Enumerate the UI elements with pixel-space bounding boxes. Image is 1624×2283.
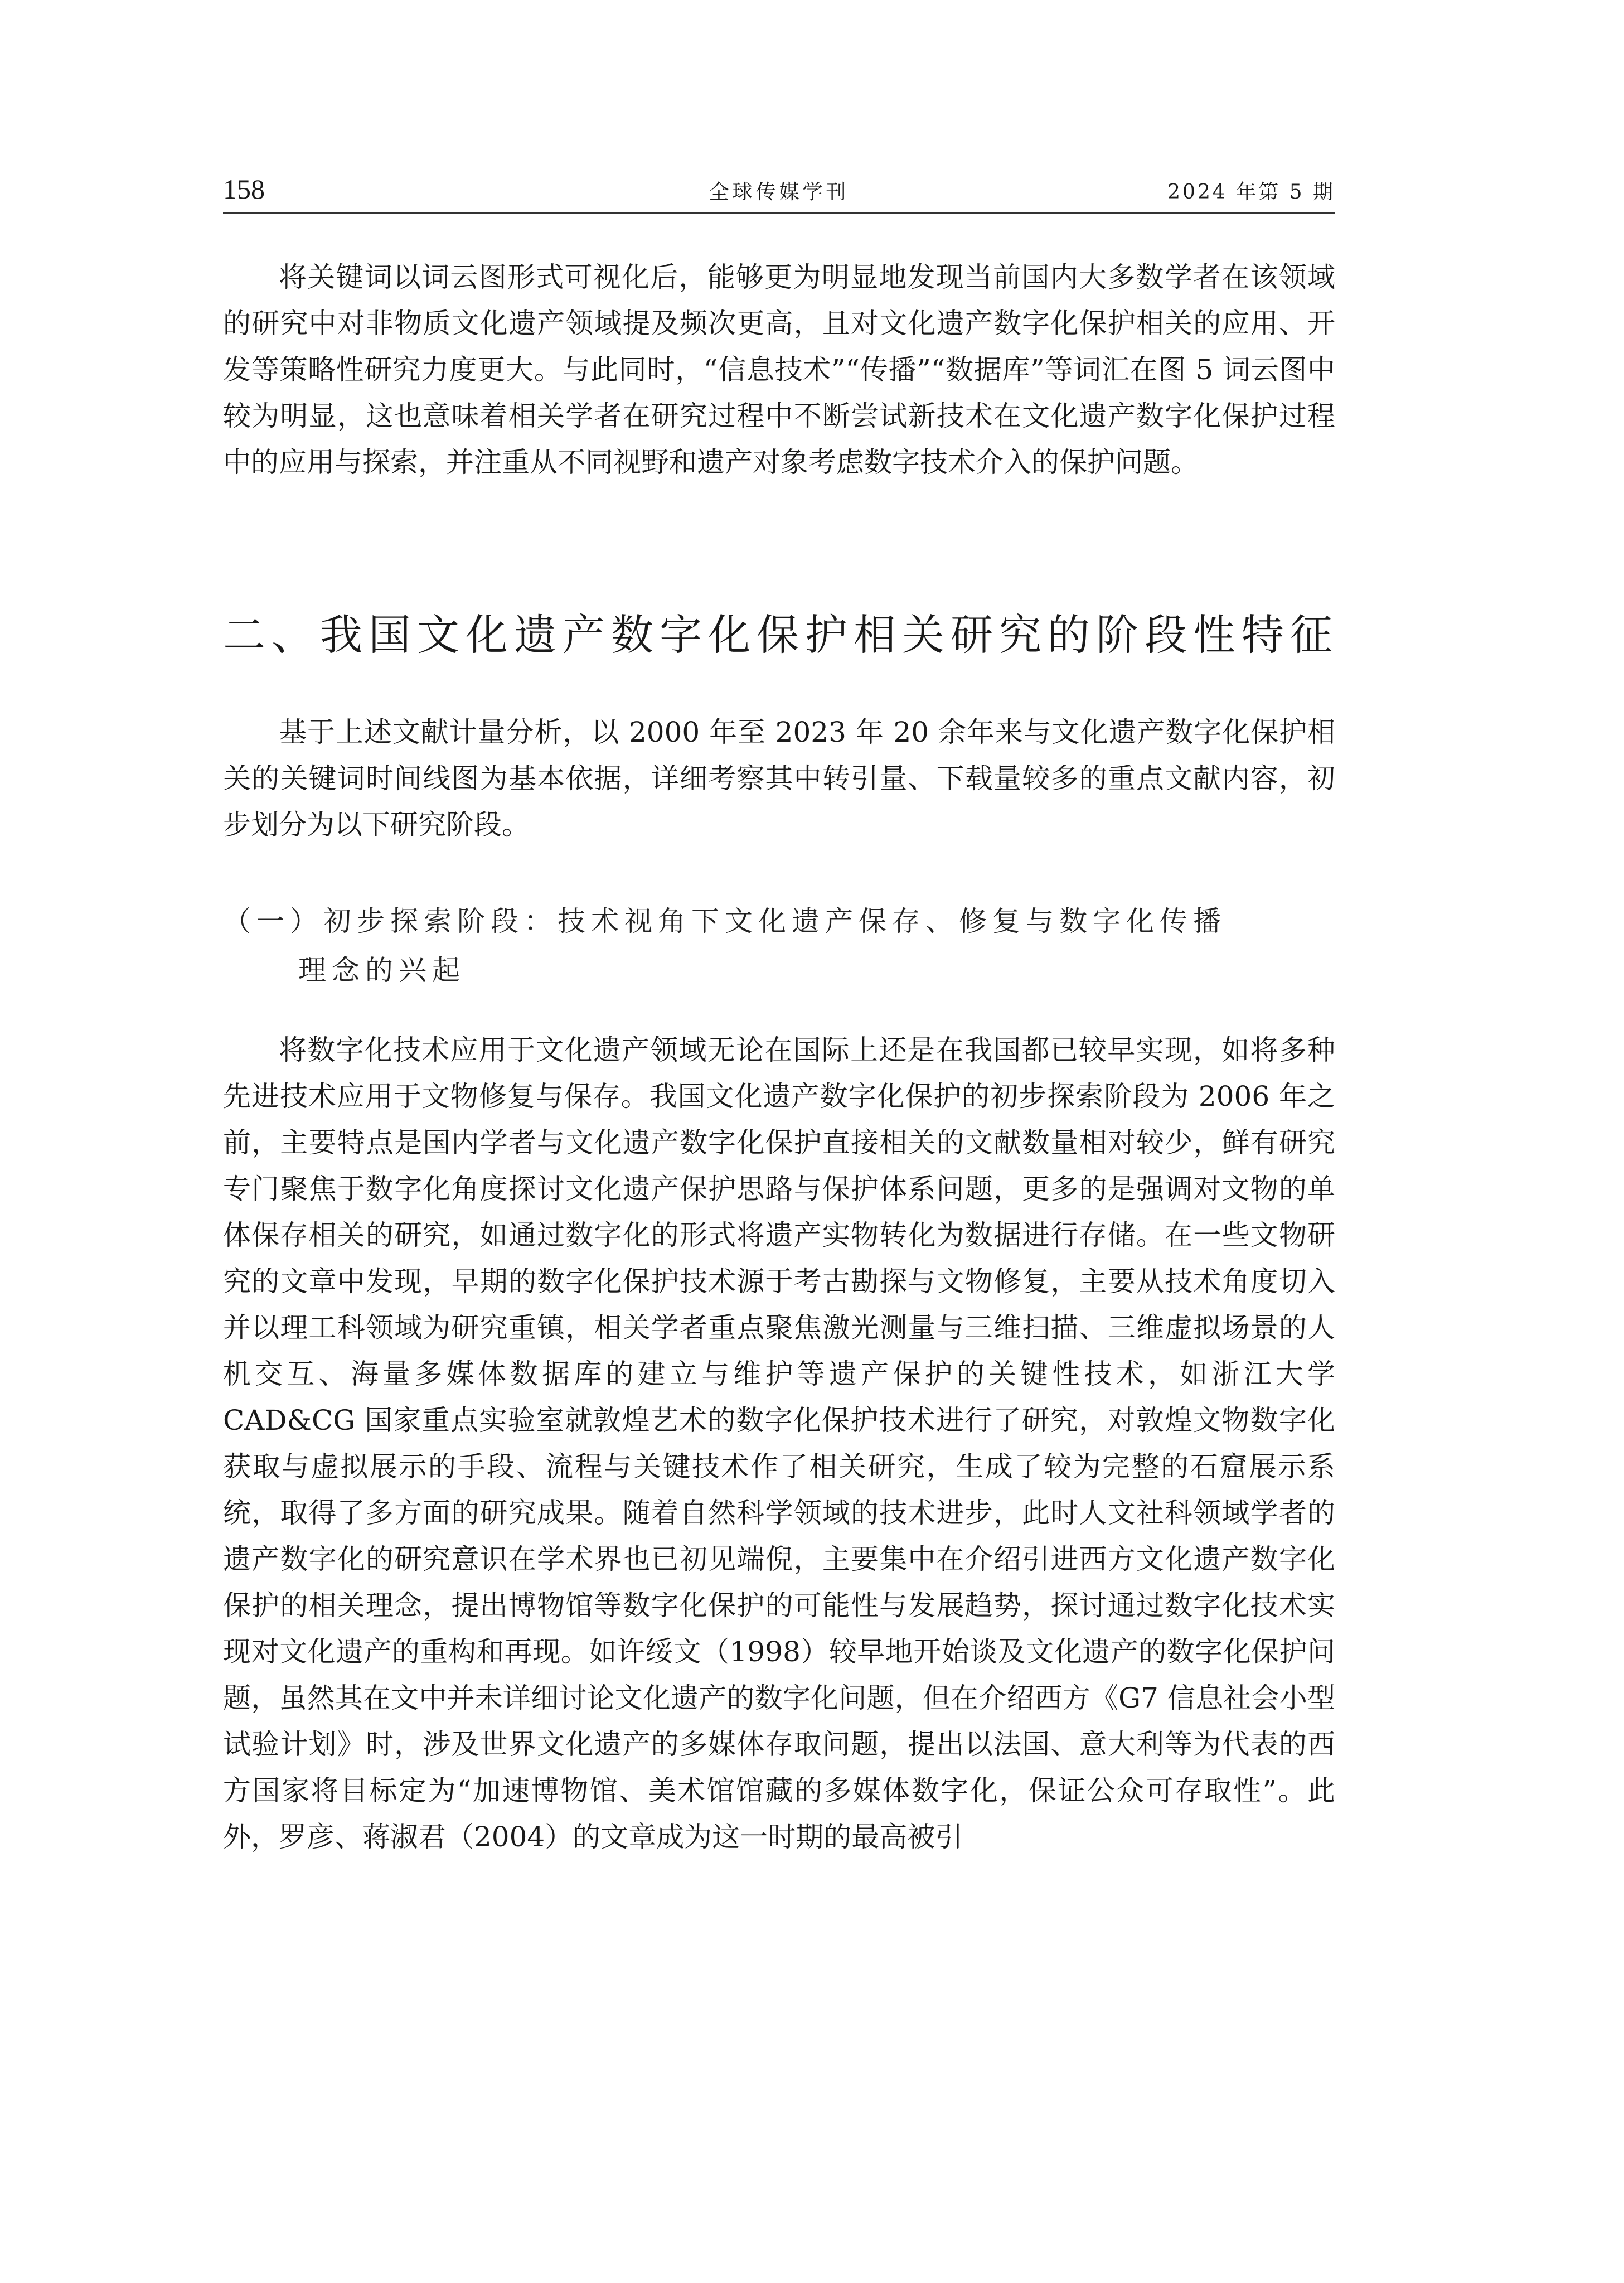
paragraph-1: 将关键词以词云图形式可视化后，能够更为明显地发现当前国内大多数学者在该领域的研究中对非物质文化遗产领域提及频次更高，且对文化遗产数字化保护相关的应用、开发等策略性研究力度更大。与此同时，“信息技术”“传播”“数据库”等词汇在图 5 词云图中较为明显，这也意味着相关学者在研究过程中不断尝试新技术在文化遗产数字化保护过程中的应用与探索，并注重从不同视野和遗产对象考虑数字技术介入的保护问题。 <box>223 261 1335 478</box>
paragraph-2: 基于上述文献计量分析，以 2000 年至 2023 年 20 余年来与文化遗产数字化保护相关的关键词时间线图为基本依据，详细考察其中转引量、下载量较多的重点文献内容，初步划分为以下研究阶段。 <box>223 716 1335 841</box>
paragraph-3: 将数字化技术应用于文化遗产领域无论在国际上还是在我国都已较早实现，如将多种先进技术应用于文物修复与保存。我国文化遗产数字化保护的初步探索阶段为 2006 年之前，主要特点是国内学者与文化遗产数字化保护直接相关的文献数量相对较少，鲜有研究专门聚焦于数字化角度探讨文化遗产保护思路与保护体系问题，更多的是强调对文物的单体保存相关的研究，如通过数字化的形式将遗产实物转化为数据进行存储。在一些文物研究的文章中发现，早期的数字化保护技术源于考古勘探与文物修复，主要从技术角度切入并以理工科领域为研究重镇，相关学者重点聚焦激光测量与三维扫描、三维虚拟场景的人机交互、海量多媒体数据库的建立与维护等遗产保护的关键性技术，如浙江大学 CAD&CG 国家重点实验室就敦煌艺术的数字化保护技术进行了研究，对敦煌文物数字化获取与虚拟展示的手段、流程与关键技术作了相关研究，生成了较为完整的石窟展示系统，取得了多方面的研究成果。随着自然科学领域的技术进步，此时人文社科领域学者的遗产数字化的研究意识在学术界也已初见端倪，主要集中在介绍引进西方文化遗产数字化保护的相关理念，提出博物馆等数字化保护的可能性与发展趋势，探讨通过数字化技术实现对文化遗产的重构和再现。如许绥文（1998）较早地开始谈及文化遗产的数字化保护问题，虽然其在文中并未详细讨论文化遗产的数字化问题，但在介绍西方《G7 信息社会小型试验计划》时，涉及世界文化遗产的多媒体存取问题，提出以法国、意大利等为代表的西方国家将目标定为“加速博物馆、美术馆馆藏的多媒体数字化，保证公众可存取性”。此外，罗彦、蒋淑君（2004）的文章成为这一时期的最高被引 <box>223 1034 1335 1853</box>
paragraph-block-3 <box>223 1027 1335 1860</box>
issue-label: 2024 年第 5 期 <box>1167 181 1335 204</box>
subsection-heading-line1: （一）初步探索阶段：技术视角下文化遗产保存、修复与数字化传播 <box>223 905 1227 937</box>
section-heading: 二、我国文化遗产数字化保护相关研究的阶段性特征 <box>223 610 1339 660</box>
journal-title: 全球传媒学刊 <box>709 181 850 204</box>
subsection-heading-line2: 理念的兴起 <box>298 954 466 986</box>
paragraph-block-2 <box>223 709 1335 848</box>
page-number: 158 <box>223 173 265 205</box>
paragraph-block-1 <box>223 254 1335 486</box>
running-header <box>223 173 1335 214</box>
subsection-heading <box>223 897 1335 995</box>
